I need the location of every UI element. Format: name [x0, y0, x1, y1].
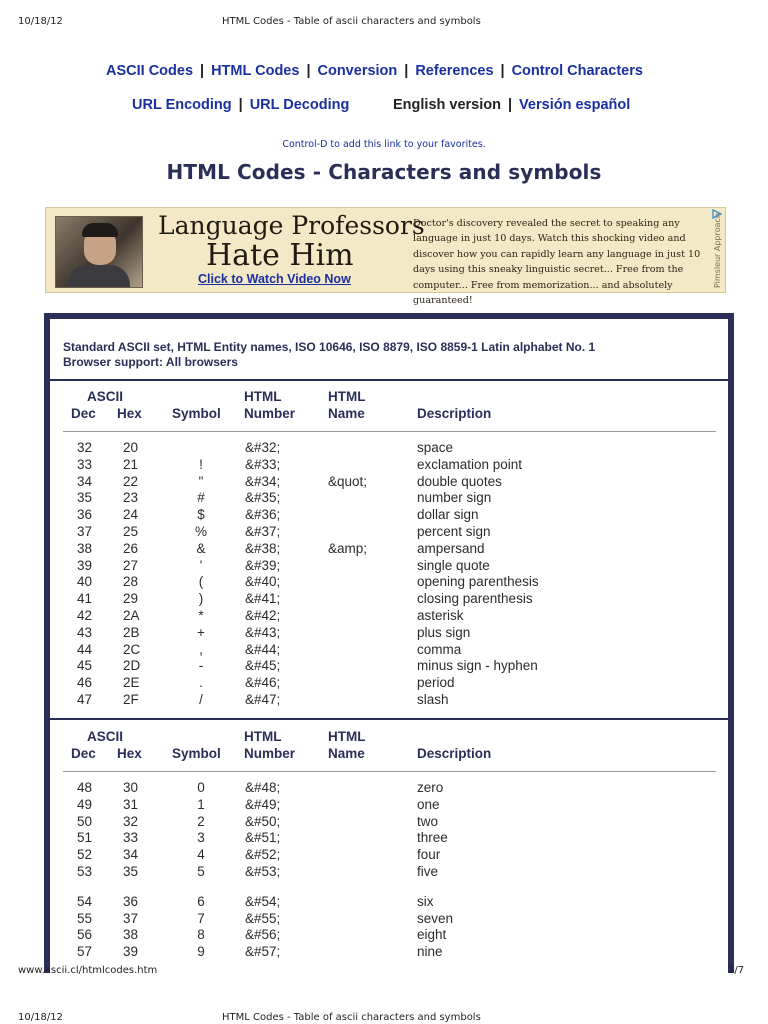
nav-separator: | [404, 63, 409, 79]
adchoices-triangle-icon[interactable] [712, 209, 722, 219]
col-header-number: Number [244, 746, 296, 761]
cell-dec: 54 [77, 893, 93, 909]
cell-sym: # [197, 490, 205, 506]
cell-num: &#41; [245, 591, 281, 607]
cell-hex: 38 [123, 927, 139, 943]
nav-link-url-decoding[interactable]: URL Decoding [249, 97, 350, 113]
footer-print-date: 10/18/12 [18, 1012, 63, 1023]
cell-num: &#32; [245, 440, 281, 455]
cell-desc: exclamation point [417, 456, 523, 472]
cell-dec: 35 [77, 490, 93, 506]
cell-num: &#48; [245, 780, 281, 795]
col-header-description: Description [417, 746, 492, 761]
nav-link-spanish-version[interactable]: Versión español [519, 97, 631, 113]
col-header-html-number-top: HTML [244, 729, 282, 744]
cell-sym: " [198, 473, 204, 489]
ad-side-text: Pimsleur Approach [713, 213, 722, 288]
nav-link-references[interactable]: References [415, 63, 494, 79]
nav-separator: | [200, 63, 205, 79]
cell-dec: 50 [77, 813, 93, 829]
col-header-ascii: ASCII [87, 729, 124, 744]
table-intro-browser-support: Browser support: All browsers [63, 355, 238, 369]
cell-sym: 6 [197, 893, 205, 909]
cell-dec: 57 [77, 944, 93, 960]
cell-desc: plus sign [417, 624, 471, 640]
cell-sym: ) [198, 591, 204, 607]
cell-hex: 33 [123, 830, 139, 846]
cell-num: &#35; [245, 490, 281, 506]
cell-num: &#42; [245, 608, 281, 623]
cell-hex: 2F [123, 692, 139, 707]
nav-english-version[interactable]: English version [393, 97, 501, 113]
cell-sym: 9 [197, 944, 205, 960]
ad-title-line-2: Hate Him [206, 238, 354, 273]
nav-link-html-codes[interactable]: HTML Codes [211, 63, 300, 79]
nav-row-2 [132, 97, 349, 113]
cell-hex: 37 [123, 910, 139, 926]
cell-desc: six [417, 893, 434, 909]
cell-dec: 46 [77, 675, 93, 691]
cell-num: &#52; [245, 847, 281, 863]
cell-desc: period [417, 675, 455, 691]
footer-page-number: 1/7 [728, 965, 745, 976]
cell-sym: , [199, 641, 203, 657]
cell-desc: seven [417, 910, 454, 926]
cell-dec: 47 [77, 692, 93, 707]
cell-num: &#45; [245, 658, 281, 674]
cell-dec: 36 [77, 507, 93, 523]
cell-sym: * [198, 608, 204, 623]
nav-link-conversion[interactable]: Conversion [317, 63, 398, 79]
cell-num: &#38; [245, 540, 281, 556]
cell-hex: 24 [123, 507, 139, 523]
nav-separator: | [238, 97, 243, 113]
cell-dec: 42 [77, 608, 93, 623]
cell-hex: 36 [123, 893, 139, 909]
cell-sym: ! [199, 456, 203, 472]
cell-dec: 39 [77, 557, 93, 573]
ad-banner[interactable] [45, 207, 726, 307]
ad-cta-link[interactable]: Click to Watch Video Now [198, 272, 351, 286]
cell-hex: 32 [123, 813, 139, 829]
cell-dec: 34 [77, 473, 93, 489]
cell-desc: zero [417, 780, 444, 795]
cell-sym: 8 [197, 927, 205, 943]
cell-sym: 3 [197, 830, 205, 846]
cell-desc: five [417, 864, 439, 879]
cell-desc: nine [417, 944, 443, 960]
cell-hex: 22 [123, 473, 139, 489]
print-title: HTML Codes - Table of ascii characters and symbols [222, 16, 481, 27]
cell-name: &amp; [328, 540, 368, 556]
col-header-name: Name [328, 406, 365, 421]
table-intro-standards: Standard ASCII set, HTML Entity names, ISO 10646, ISO 8879, ISO 8859-1 Latin alphabet No. 1 [63, 340, 596, 354]
cell-num: &#56; [245, 927, 281, 943]
cell-num: &#36; [245, 507, 281, 523]
header-rule [63, 431, 716, 432]
cell-sym: - [198, 658, 204, 674]
col-header-html-name-top: HTML [328, 729, 366, 744]
cell-sym: 1 [197, 796, 205, 812]
cell-sym: 4 [197, 847, 205, 863]
cell-dec: 55 [77, 910, 93, 926]
nav-row-1 [106, 63, 643, 79]
cell-dec: 37 [77, 524, 93, 539]
cell-desc: opening parenthesis [417, 574, 539, 590]
col-header-hex: Hex [117, 746, 142, 761]
cell-sym: ' [199, 557, 203, 573]
cell-hex: 28 [123, 574, 139, 590]
col-header-dec: Dec [71, 746, 96, 761]
cell-hex: 2C [123, 641, 141, 657]
cell-hex: 2E [123, 675, 140, 691]
footer-print-title: HTML Codes - Table of ascii characters and symbols [222, 1012, 481, 1023]
cell-desc: dollar sign [417, 507, 479, 523]
nav-link-url-encoding[interactable]: URL Encoding [132, 97, 232, 113]
cell-desc: double quotes [417, 473, 502, 489]
cell-desc: percent sign [417, 524, 491, 539]
cell-num: &#33; [245, 456, 281, 472]
cell-desc: one [417, 796, 440, 812]
cell-hex: 39 [123, 944, 139, 960]
ad-body-text: Doctor's discovery revealed the secret to speaking any language in just 10 days. Watch this shocking video and discover how you can rapidly learn any language in just 10 days using this sneaky linguistic secret... Free from the computer... Free from memorization... and absolutely guaranteed! [413, 218, 701, 307]
cell-sym: + [197, 624, 205, 640]
cell-name: &quot; [328, 473, 368, 489]
cell-hex: 21 [123, 456, 139, 472]
col-header-number: Number [244, 406, 296, 421]
section-divider [50, 379, 728, 381]
cell-hex: 35 [123, 864, 139, 879]
cell-desc: two [417, 813, 439, 829]
cell-dec: 40 [77, 574, 93, 590]
cell-dec: 48 [77, 780, 93, 795]
cell-hex: 31 [123, 796, 139, 812]
cell-dec: 56 [77, 927, 93, 943]
cell-sym: / [199, 692, 203, 707]
cell-dec: 32 [77, 440, 93, 455]
cell-dec: 44 [77, 641, 93, 657]
cell-desc: comma [417, 641, 462, 657]
cell-num: &#54; [245, 893, 281, 909]
nav-language-row [393, 97, 630, 113]
print-date: 10/18/12 [18, 16, 63, 27]
cell-dec: 45 [77, 658, 93, 674]
cell-desc: single quote [417, 557, 490, 573]
cell-hex: 2B [123, 624, 140, 640]
cell-desc: asterisk [417, 608, 464, 623]
cell-desc: minus sign - hyphen [417, 658, 538, 674]
cell-dec: 51 [77, 830, 93, 846]
col-header-hex: Hex [117, 406, 142, 421]
cell-num: &#47; [245, 692, 281, 707]
cell-dec: 43 [77, 624, 93, 640]
cell-desc: slash [417, 692, 449, 707]
cell-num: &#37; [245, 524, 281, 539]
cell-desc: space [417, 440, 454, 455]
nav-separator: | [306, 63, 311, 79]
section-divider [50, 718, 728, 720]
cell-sym: & [196, 540, 206, 556]
favorites-note: Control-D to add this link to your favorites. [282, 139, 486, 150]
cell-num: &#43; [245, 624, 281, 640]
cell-hex: 26 [123, 540, 139, 556]
col-header-ascii: ASCII [87, 389, 124, 404]
cell-num: &#51; [245, 830, 281, 846]
cell-num: &#40; [245, 574, 281, 590]
cell-hex: 2D [123, 658, 141, 674]
ascii-table-frame [44, 313, 734, 973]
cell-desc: ampersand [417, 540, 485, 556]
cell-sym: ( [198, 574, 204, 590]
header-rule [63, 771, 716, 772]
nav-link-ascii-codes[interactable]: ASCII Codes [106, 63, 194, 79]
cell-sym: 7 [197, 910, 205, 926]
cell-num: &#34; [245, 473, 281, 489]
col-header-description: Description [417, 406, 492, 421]
nav-separator: | [507, 97, 513, 113]
cell-num: &#49; [245, 796, 281, 812]
col-header-name: Name [328, 746, 365, 761]
cell-num: &#44; [245, 641, 281, 657]
cell-sym: 5 [197, 864, 205, 879]
cell-num: &#46; [245, 675, 281, 691]
nav-link-control-characters[interactable]: Control Characters [511, 63, 643, 79]
cell-dec: 33 [77, 456, 93, 472]
cell-hex: 20 [123, 440, 139, 455]
cell-dec: 53 [77, 864, 93, 879]
cell-hex: 25 [123, 524, 139, 539]
col-header-html-name-top: HTML [328, 389, 366, 404]
nav-separator: | [500, 63, 505, 79]
cell-hex: 30 [123, 780, 139, 795]
cell-num: &#50; [245, 813, 281, 829]
cell-hex: 29 [123, 591, 139, 607]
col-header-symbol: Symbol [172, 406, 221, 421]
ad-title-line-1: Language Professors [158, 211, 425, 240]
cell-num: &#57; [245, 944, 281, 960]
col-header-symbol: Symbol [172, 746, 221, 761]
cell-desc: number sign [417, 490, 492, 506]
footer-url[interactable]: www.ascii.cl/htmlcodes.htm [18, 965, 158, 976]
cell-sym: 0 [197, 780, 205, 795]
cell-hex: 27 [123, 557, 139, 573]
cell-desc: closing parenthesis [417, 591, 533, 607]
cell-hex: 23 [123, 490, 139, 506]
cell-num: &#39; [245, 557, 281, 573]
cell-dec: 38 [77, 540, 93, 556]
cell-sym: . [199, 675, 203, 691]
page-title: HTML Codes - Characters and symbols [166, 160, 602, 184]
cell-sym: $ [197, 507, 205, 523]
col-header-html-number-top: HTML [244, 389, 282, 404]
cell-dec: 41 [77, 591, 93, 607]
ad-portrait-image [55, 216, 143, 288]
table-intro [63, 340, 595, 370]
cell-desc: three [417, 830, 448, 846]
cell-desc: four [417, 847, 441, 863]
cell-hex: 2A [123, 608, 140, 623]
cell-sym: % [194, 524, 207, 539]
cell-hex: 34 [123, 847, 139, 863]
cell-dec: 52 [77, 847, 93, 863]
cell-num: &#53; [245, 864, 281, 879]
col-header-dec: Dec [71, 406, 96, 421]
cell-dec: 49 [77, 796, 93, 812]
cell-desc: eight [417, 927, 447, 943]
cell-num: &#55; [245, 910, 281, 926]
cell-sym: 2 [197, 813, 205, 829]
